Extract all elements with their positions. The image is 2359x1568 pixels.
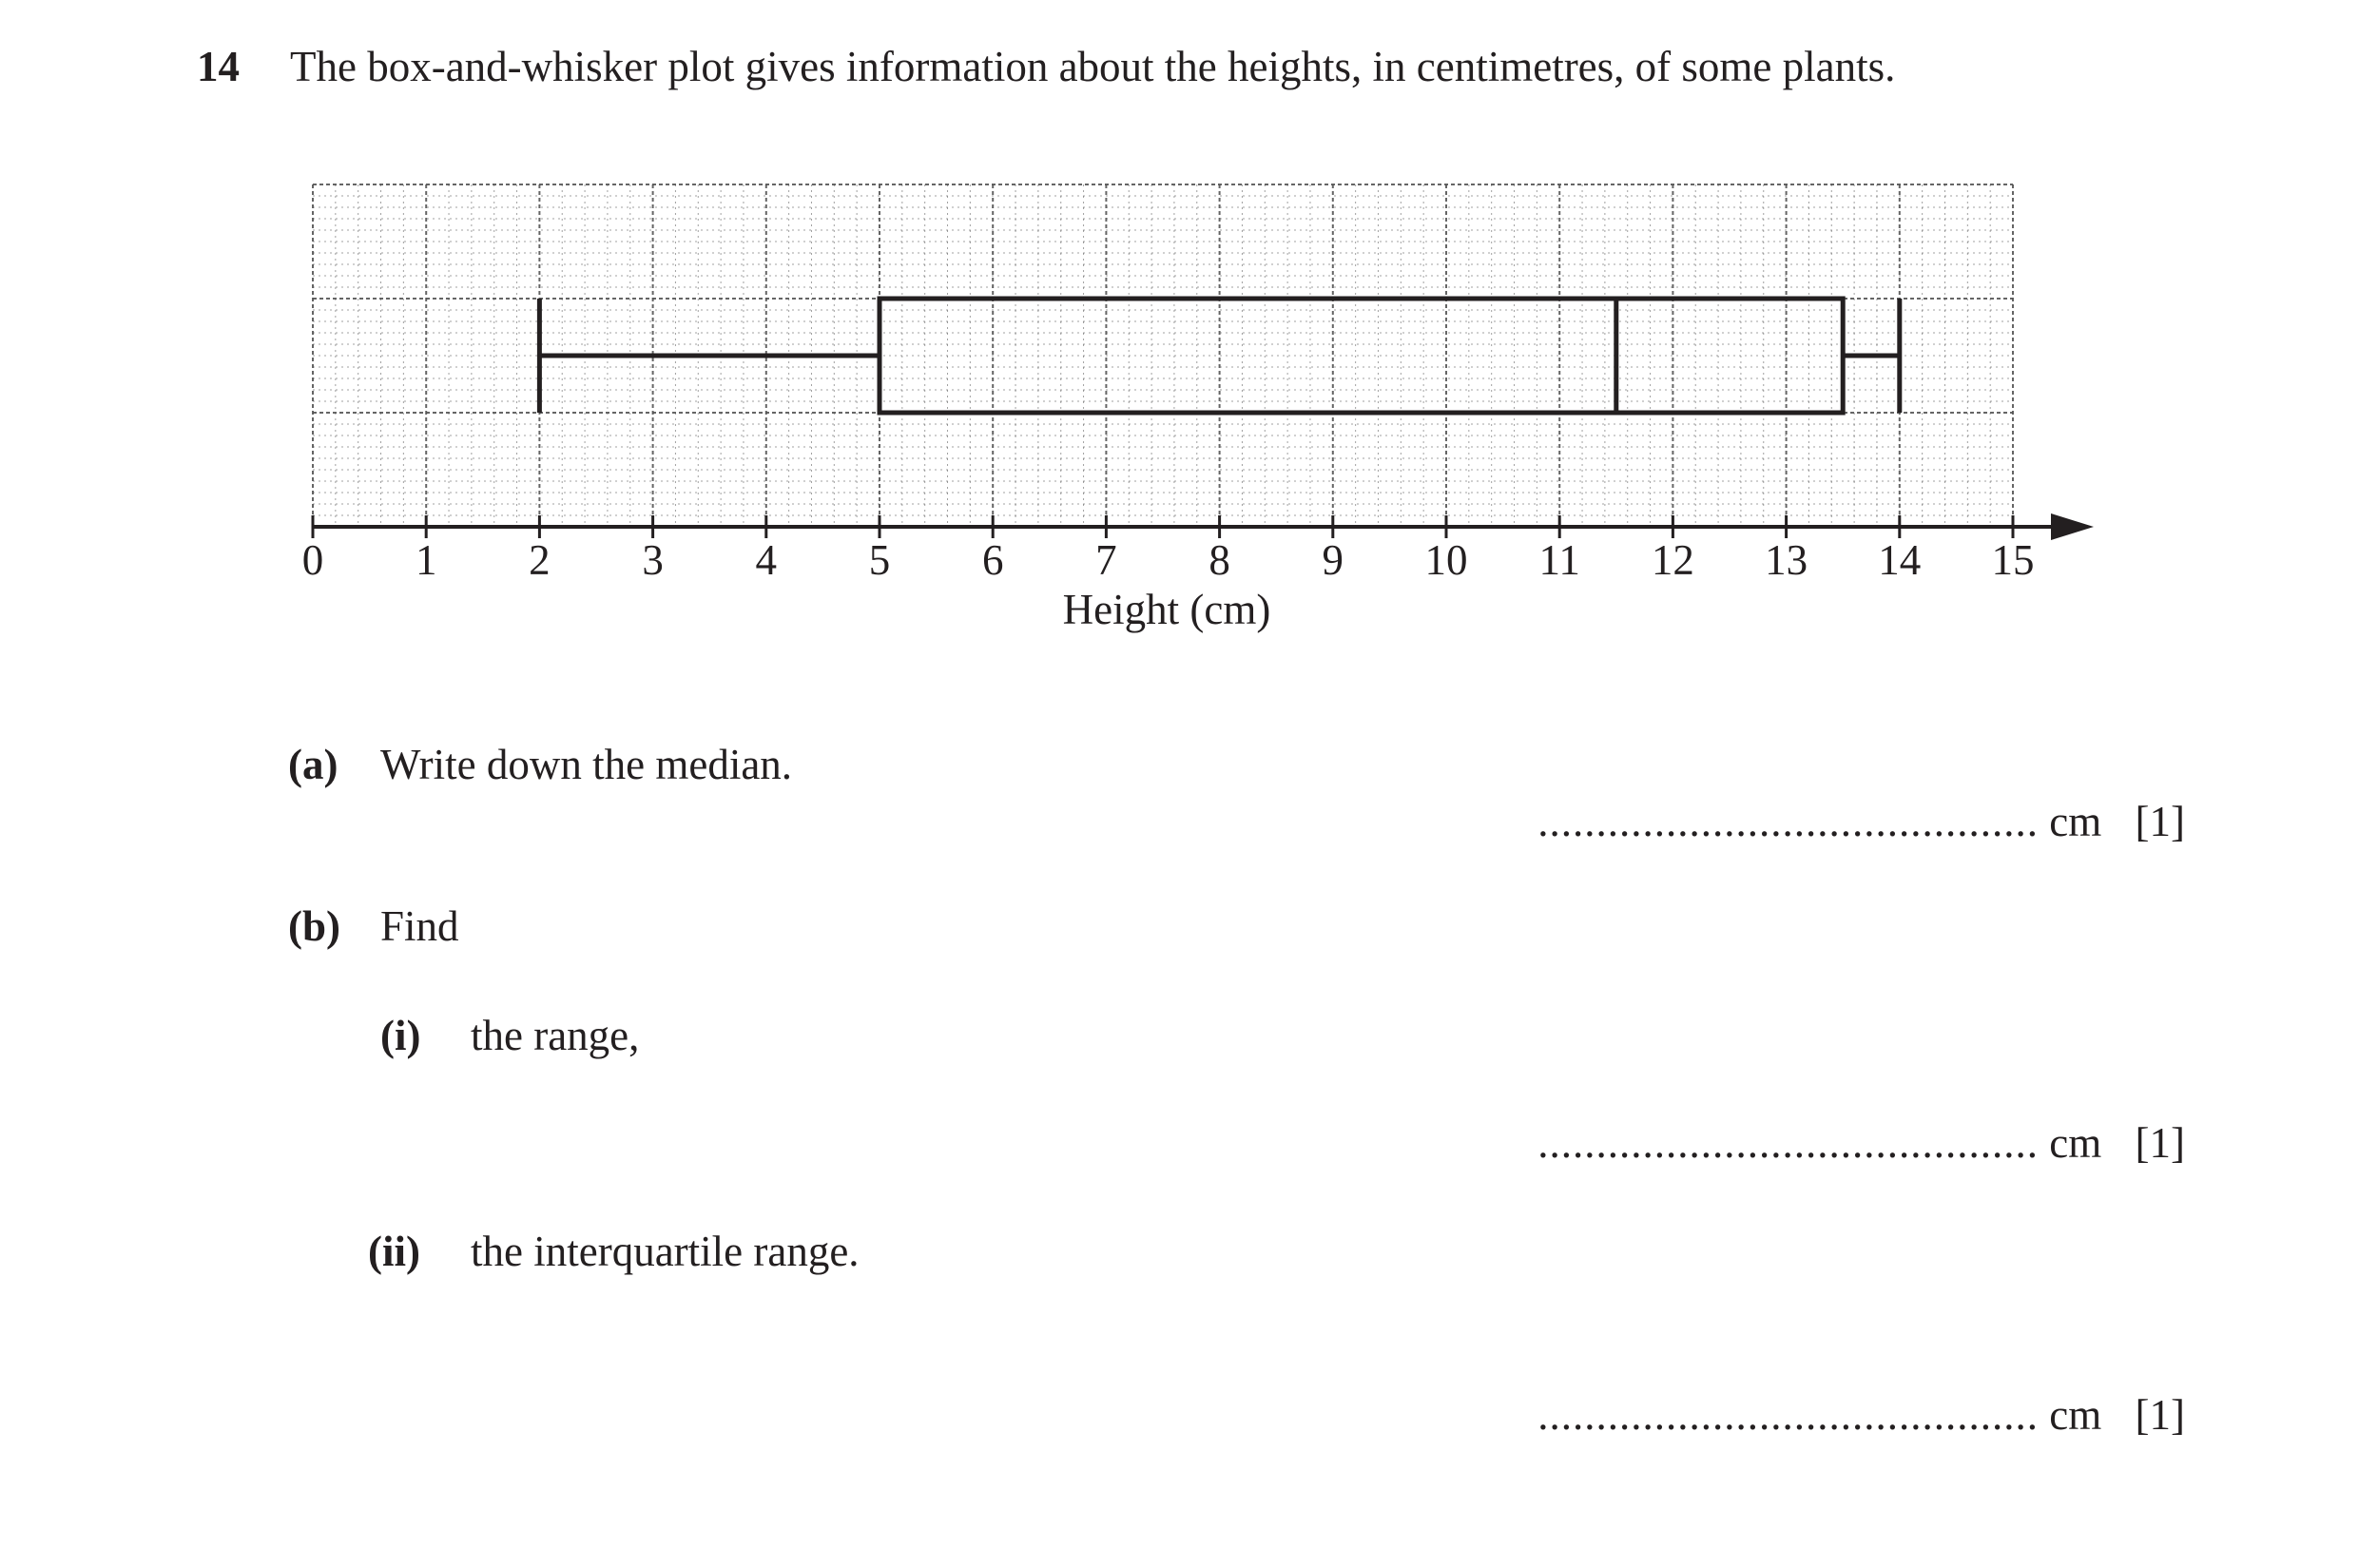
part-bii-text: the interquartile range. bbox=[471, 1228, 860, 1275]
x-axis-label: Height (cm) bbox=[1062, 586, 1271, 633]
part-bi-label: (i) bbox=[380, 1012, 421, 1059]
part-b-text: Find bbox=[380, 902, 459, 950]
answer-dots[interactable]: ........................................... bbox=[1537, 1391, 2040, 1439]
x-tick-label: 0 bbox=[301, 536, 324, 584]
x-tick-label: 6 bbox=[981, 536, 1004, 584]
unit-label: cm bbox=[2049, 1391, 2102, 1439]
part-a-text: Write down the median. bbox=[380, 741, 793, 788]
x-tick-label: 10 bbox=[1424, 536, 1468, 584]
x-axis bbox=[302, 513, 2094, 584]
x-tick-label: 15 bbox=[1991, 536, 2035, 584]
x-tick-label: 3 bbox=[642, 536, 664, 584]
marks-label: [1] bbox=[2135, 798, 2185, 845]
part-bii-label: (ii) bbox=[368, 1228, 420, 1275]
box-whisker-plot bbox=[0, 0, 2359, 685]
answer-dots[interactable]: ........................................... bbox=[1537, 798, 2040, 845]
part-b-label: (b) bbox=[288, 902, 340, 950]
answer-line-bi[interactable] bbox=[1537, 1118, 2185, 1168]
x-tick-label: 2 bbox=[529, 536, 551, 584]
unit-label: cm bbox=[2049, 1119, 2102, 1167]
x-tick-label: 12 bbox=[1651, 536, 1694, 584]
x-tick-label: 1 bbox=[415, 536, 437, 584]
x-tick-label: 4 bbox=[755, 536, 778, 584]
x-tick-label: 11 bbox=[1538, 536, 1580, 584]
x-tick-label: 13 bbox=[1765, 536, 1808, 584]
x-tick-label: 5 bbox=[868, 536, 891, 584]
x-tick-label: 9 bbox=[1322, 536, 1344, 584]
x-tick-label: 7 bbox=[1095, 536, 1117, 584]
question-number: 14 bbox=[197, 43, 240, 90]
unit-label: cm bbox=[2049, 798, 2102, 845]
x-axis-arrow bbox=[2051, 513, 2094, 540]
marks-label: [1] bbox=[2135, 1391, 2185, 1439]
interquartile-box bbox=[880, 299, 1843, 413]
x-tick-label: 14 bbox=[1878, 536, 1922, 584]
answer-line-bii[interactable] bbox=[1537, 1390, 2185, 1440]
part-a-label: (a) bbox=[288, 741, 338, 788]
answer-dots[interactable]: ........................................... bbox=[1537, 1119, 2040, 1167]
part-bi-text: the range, bbox=[471, 1012, 640, 1059]
question-text: The box-and-whisker plot gives information about the heights, in centimetres, of some plants. bbox=[290, 43, 1896, 90]
answer-line-a[interactable] bbox=[1537, 797, 2185, 846]
marks-label: [1] bbox=[2135, 1119, 2185, 1167]
x-tick-label: 8 bbox=[1209, 536, 1230, 584]
